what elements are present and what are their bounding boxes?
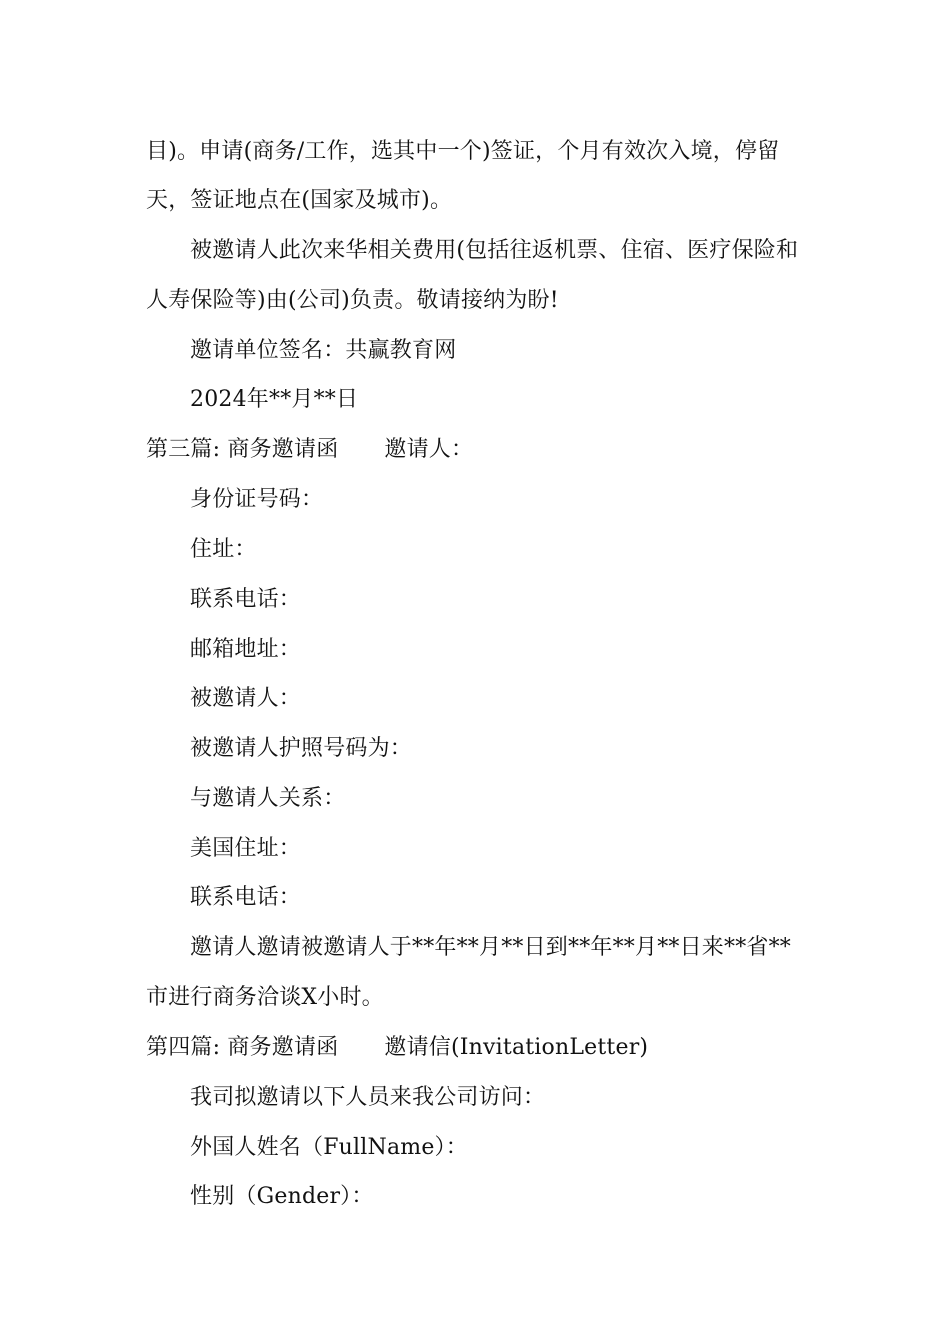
field-address: 住址： [190, 537, 257, 562]
field-relationship: 与邀请人关系： [190, 786, 346, 811]
field-phone-2: 联系电话： [190, 885, 302, 910]
field-invitee: 被邀请人： [190, 686, 302, 711]
signature-line: 邀请单位签名：共赢教育网 [190, 338, 457, 363]
section-4-heading [146, 1033, 816, 1063]
field-phone: 联系电话： [190, 587, 302, 612]
section-4-intro: 我司拟邀请以下人员来我公司访问： [190, 1085, 546, 1110]
field-passport: 被邀请人护照号码为： [190, 736, 413, 761]
section-3-body-line-2: 市进行商务洽谈X小时。 [146, 985, 384, 1010]
section-3-title: 第三篇: 商务邀请函 [146, 437, 339, 462]
section-3-heading [146, 435, 816, 465]
section-3-body-line-1: 邀请人邀请被邀请人于**年**月**日到**年**月**日来**省** [190, 935, 792, 960]
section-4-subtitle: 邀请信(InvitationLetter) [384, 1035, 649, 1060]
section-4-title: 第四篇: 商务邀请函 [146, 1035, 339, 1060]
field-us-address: 美国住址： [190, 836, 302, 861]
field-email: 邮箱地址： [190, 637, 302, 662]
paragraph-visa-line-2: 天，签证地点在(国家及城市)。 [146, 188, 453, 213]
field-gender: 性别（Gender）： [190, 1184, 374, 1209]
paragraph-expenses-line-1: 被邀请人此次来华相关费用(包括往返机票、住宿、医疗保险和 [190, 238, 799, 263]
paragraph-expenses-line-2: 人寿保险等)由(公司)负责。敬请接纳为盼! [146, 288, 559, 313]
field-id-number: 身份证号码： [190, 487, 324, 512]
section-3-subtitle: 邀请人： [384, 437, 474, 462]
field-full-name: 外国人姓名（FullName）： [190, 1135, 468, 1160]
date-line: 2024年**月**日 [190, 387, 359, 412]
paragraph-visa-line-1: 目)。申请(商务/工作，选其中一个)签证，个月有效次入境，停留 [146, 139, 780, 164]
